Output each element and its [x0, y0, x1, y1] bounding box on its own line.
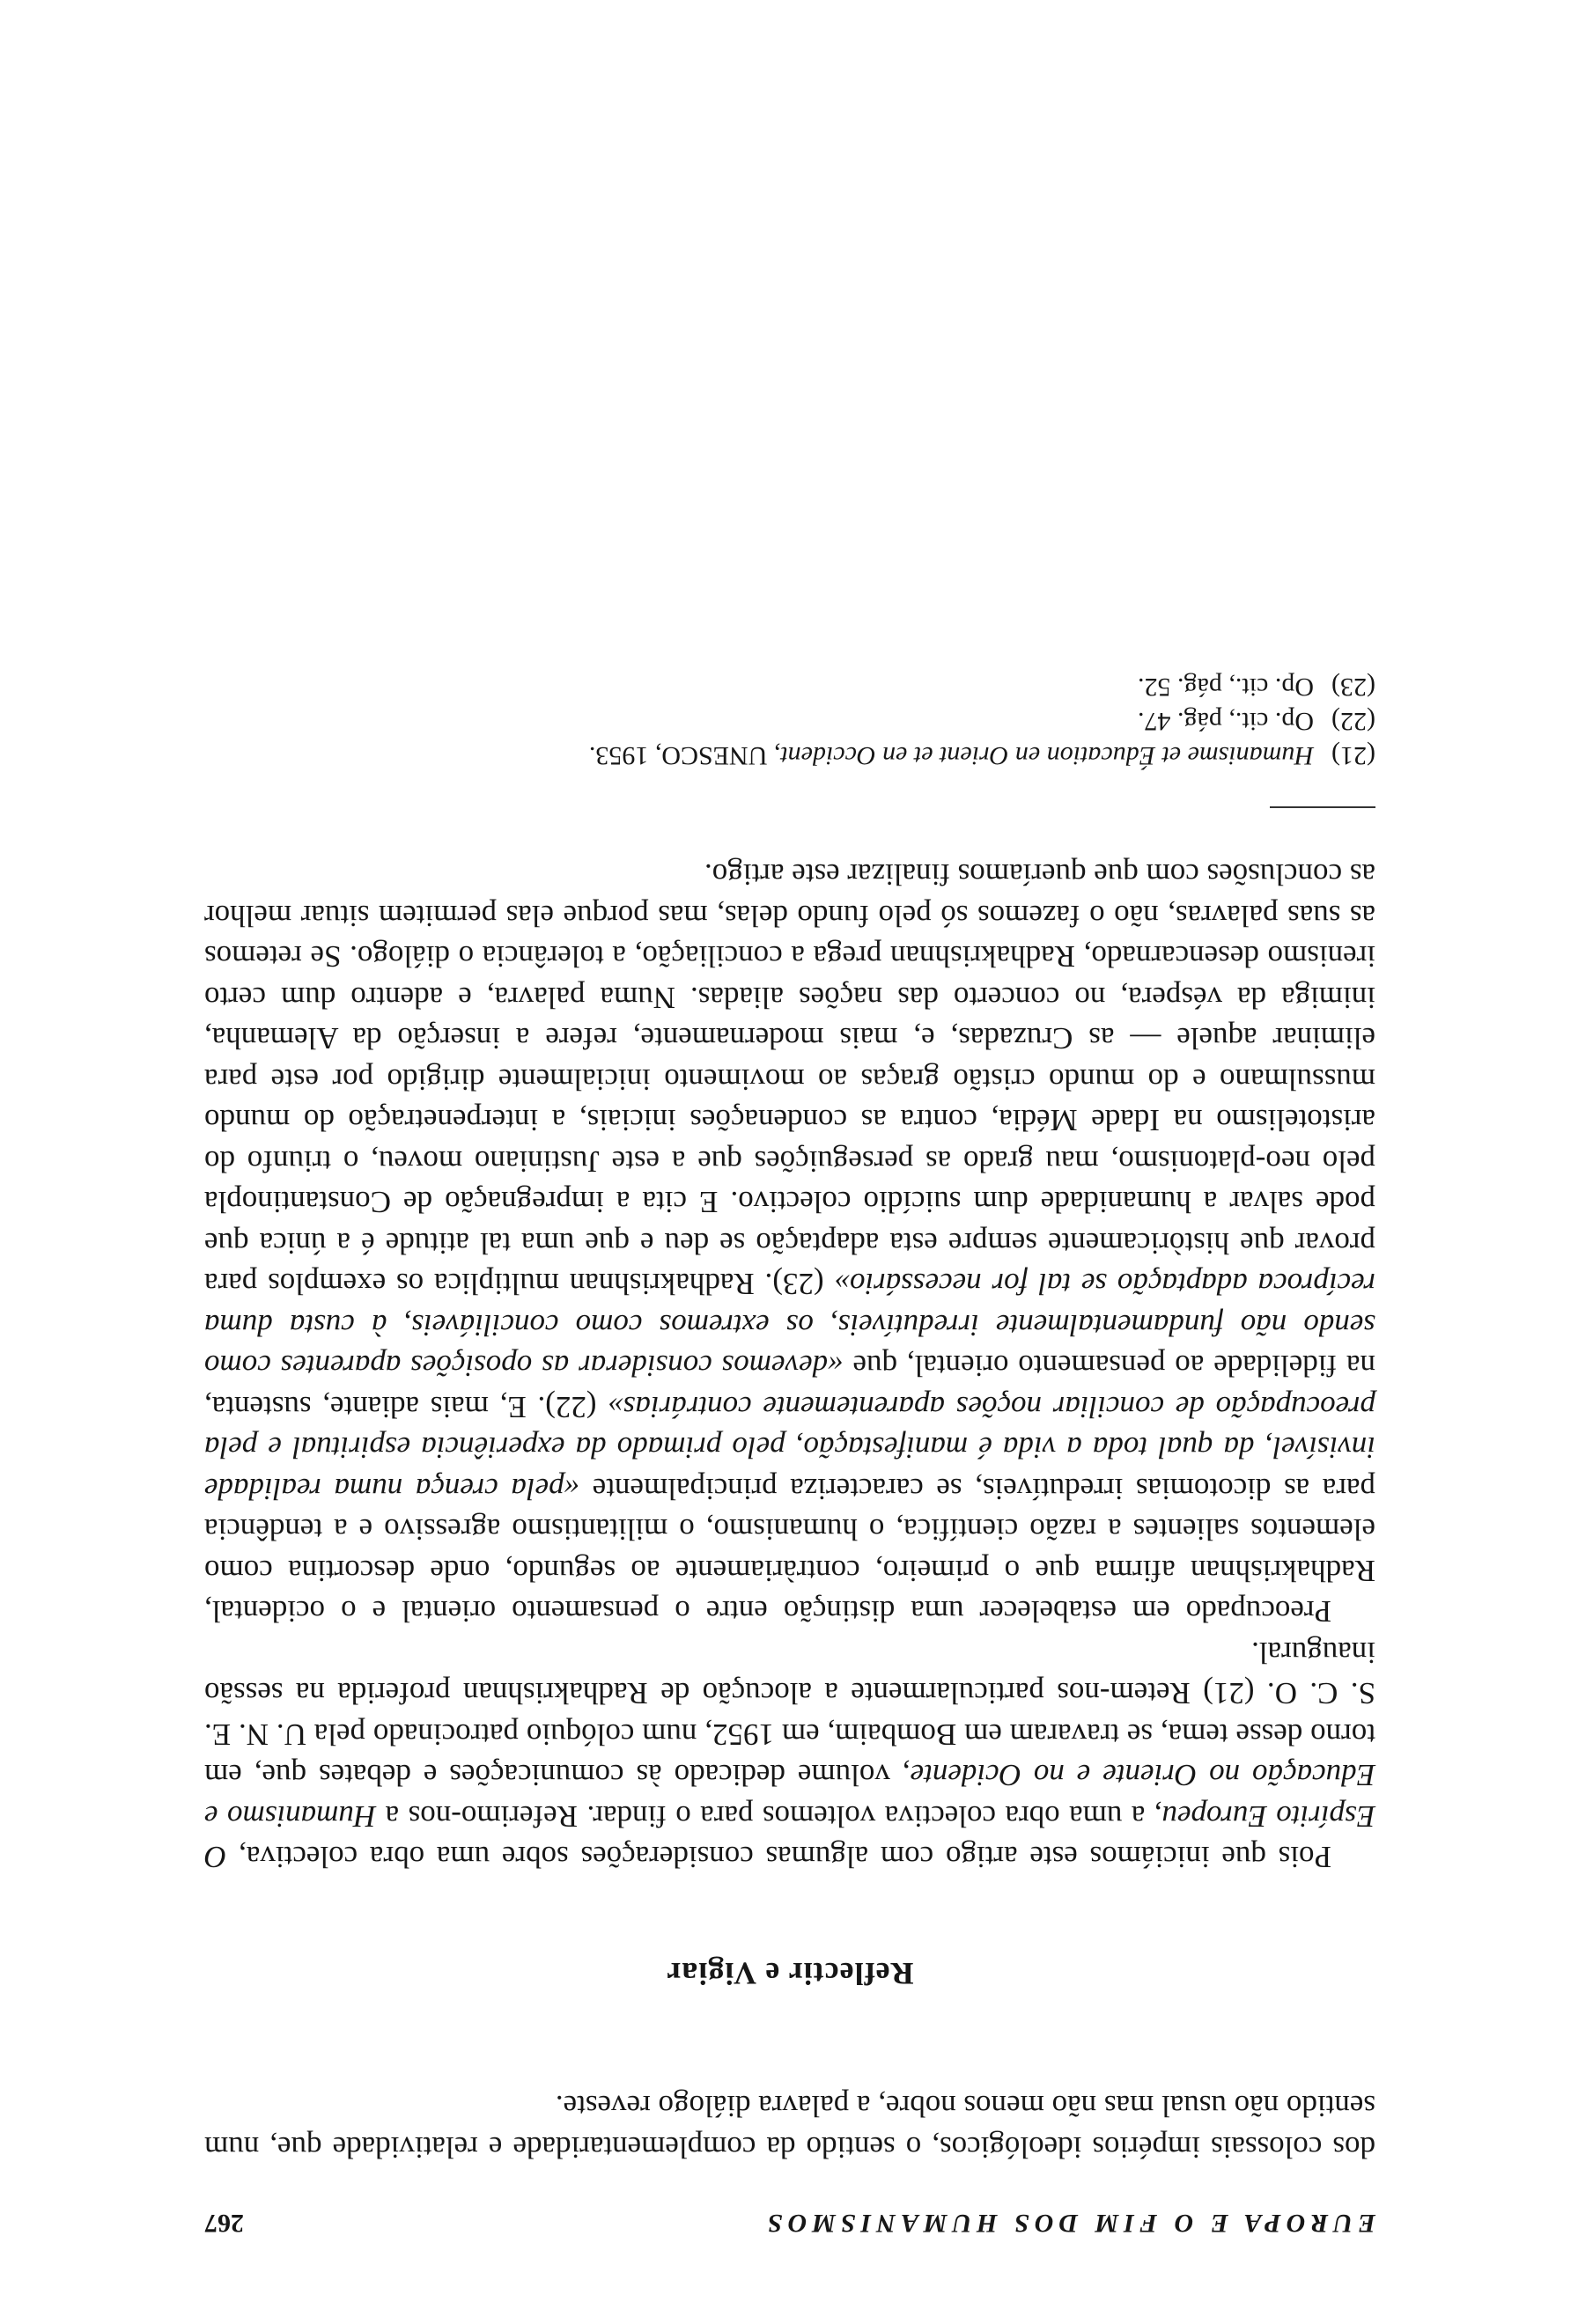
paragraph-1-text-c: , a uma obra colectiva voltemos para o findar. Referimo-nos a	[376, 1799, 1162, 1834]
footnote-plain: Op. cit., pág. 47.	[1138, 707, 1314, 736]
footnote-italic: Humanisme et Éducation en Orient et en Occident	[780, 741, 1314, 770]
paragraph-2-text-c: (22). E, mais adiante, sustenta, na fidelidade ao pensamento oriental, que	[204, 1349, 1375, 1424]
footnote-number: (23)	[1331, 673, 1375, 702]
footnote-number: (22)	[1331, 707, 1375, 736]
paragraph-1-book-title: O Espírito Europeu	[204, 1799, 1375, 1875]
footnote	[204, 739, 1375, 773]
paragraph-2-quote-1: «pela crença numa realidade invisível, da qual toda a vida é manifestação, pelo primado da experiência espiritual e pela preocupação de conciliar noções aparentemente contrárias»	[204, 1390, 1375, 1506]
footnote	[204, 670, 1375, 704]
paragraph-2-quote-2: «devemos considerar as oposições aparentes como sendo não fundamentalmente irredutíveis, os extremos como conciliáveis, à custa duma recíproca adaptação se tal for necessário»	[204, 1267, 1375, 1384]
page-body	[204, 670, 1375, 2167]
footnote-text	[589, 739, 1314, 773]
page-header	[204, 2203, 1375, 2238]
footnote	[204, 704, 1375, 739]
paragraph-2-text-a: Preocupado em estabelecer uma distinção entre o pensamento oriental e o ocidental, Radhakrishnan afirma que o primeiro, contràriamente ao segundo, onde descortina como elementos salientes a razão científica, o humanismo, o militantismo agressivo e a tendência para as dicotomias irredutíveis, se caracteriza principalmente	[204, 1472, 1375, 1629]
running-head: EUROPA E O FIM DOS HUMANISMOS	[762, 2209, 1375, 2238]
footnote-text	[1138, 704, 1314, 739]
page-number: 267	[204, 2209, 244, 2238]
continuation-paragraph: dos colossais impérios ideológicos, o sentido da complementaridade e relatividade que, num sentido não usual mas não menos nobre, a palavra diálogo reveste.	[204, 2089, 1375, 2165]
footnote-number: (21)	[1331, 741, 1375, 770]
footnote-text	[1138, 670, 1314, 704]
footnote-plain: Op. cit., pág. 52.	[1138, 673, 1314, 702]
section-title: Reflectir e Vigiar	[666, 1956, 914, 1991]
paragraph-2	[204, 854, 1375, 1632]
paragraph-1-volume-title: Humanismo e Educação no Oriente e no Ocidente	[203, 1758, 1375, 1834]
paragraph-2-text-e: (23). Radhakrishnan multiplica os exemplos para provar que històricamente sempre esta adaptação se deu e que uma tal atitude é a única que pode salvar a humanidade dum suicídio colectivo. E cita a impregnação de Constantinopla pelo neo-platonismo, mau grado as perseguições que a este Justiniano moveu, o triunfo do aristotelismo na Idade Média, contra as condenações iniciais, a interpenetração do mundo mussulmano e do mundo cristão graças ao movimento inicialmente dirigido por este para eliminar aquele — as Cruzadas, e, mais modernamente, refere a inserção da Alemanha, inimiga da véspera, no concerto das nações aliadas. Numa palavra, e adentro dum certo irenismo desencarnado, Radhakrishnan prega a conciliação, a tolerância o diálogo. Se retemos as suas palavras, não o fazemos só pelo fundo delas, mas porque elas permitem situar melhor as conclusões com que queríamos finalizar este artigo.	[204, 857, 1375, 1302]
footnote-plain: , UNESCO, 1953.	[588, 741, 781, 770]
paragraph-1-text-e: , volume dedicado às comunicações e debates que, em torno desse tema, se travaram em Bombaim, em 1952, num colóquio patrocinado pela U. N. E. S. C. O. (21) Retem-nos particularmente a alocução de Radhakrishnan proferida na sessão inaugural.	[204, 1636, 1375, 1793]
paragraph-1-text-a: Pois que iniciámos este artigo com algumas considerações sobre uma obra colectiva,	[226, 1840, 1331, 1875]
paragraph-1	[204, 1632, 1375, 1878]
footnote-divider	[1270, 806, 1375, 808]
footnotes	[204, 670, 1375, 773]
